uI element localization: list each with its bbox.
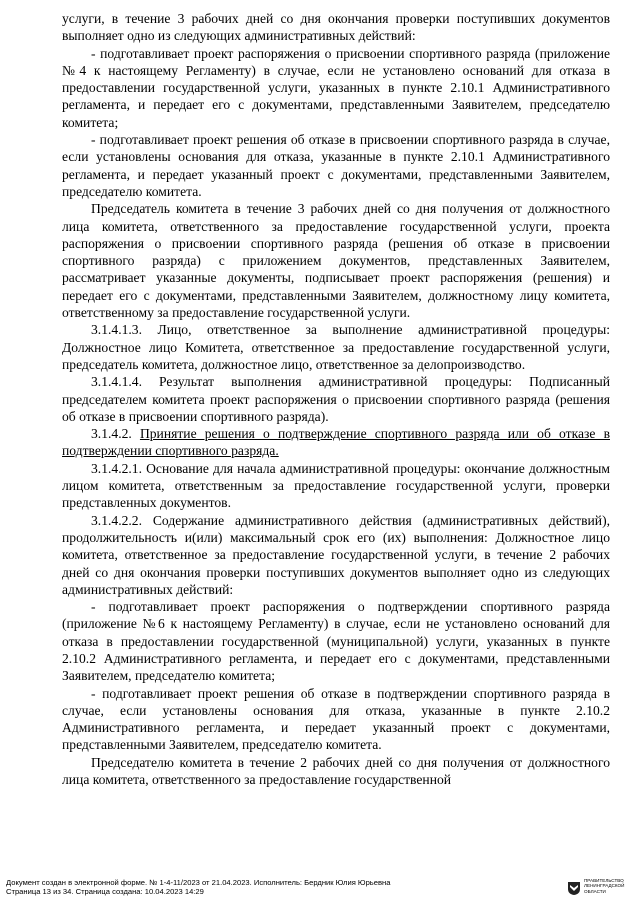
- paragraph: - подготавливает проект распоряжения о подтверждении спортивного разряда (приложение №6 к настоящему Регламенту) в случае, если не установлено оснований для отказа в предоставлении государственной (муниципальной) услуги, указанных в пункте 2.10.2 Административного регламента, и передает его с документами, представленными Заявителем, председателю комитета;: [62, 599, 610, 684]
- document-body: [62, 10, 610, 788]
- section-number: 3.1.4.2.: [91, 426, 140, 442]
- paragraph: услуги, в течение 3 рабочих дней со дня окончания проверки поступивших документов выполняет одно из следующих административных действий:: [62, 11, 610, 44]
- paragraph: - подготавливает проект решения об отказе в подтверждении спортивного разряда в случае, если установлены основания для отказа, указанные в пункте 2.10.2 Административного регламента, и передает указанный проект с документами, представленными Заявителем, председателю комитета.: [62, 685, 610, 753]
- coat-of-arms-icon: [566, 880, 582, 896]
- paragraph: - подготавливает проект решения об отказе в присвоении спортивного разряда в случае, если установлены основания для отказа, указанные в пункте 2.10.1 Административного регламента, и передает указанный проект с документами, представленными Заявителем, председателю комитета.: [62, 132, 610, 199]
- paragraph: 3.1.4.1.4. Результат выполнения административной процедуры: Подписанный председателем комитета проект распоряжения о присвоении спортивного разряда (решения об отказе в присвоении спортивного разряда).: [62, 374, 610, 424]
- footer-page-info: Страница 13 из 34. Страница создана: 10.04.2023 14:29: [6, 887, 204, 897]
- document-footer: [6, 878, 546, 896]
- logo-label: ПРАВИТЕЛЬСТВО ЛЕНИНГРАДСКОЙ ОБЛАСТИ: [584, 878, 625, 894]
- paragraph: 3.1.4.2.2. Содержание административного действия (административных действий), продолжительность и(или) максимальный срок его (их) выполнения: Должностное лицо комитета, ответственное за предоставление государственной услуги, в течение 2 рабочих дней со дня окончания проверки поступивших документов выполняет одно из следующих административных действий:: [62, 512, 610, 597]
- paragraph: - подготавливает проект распоряжения о присвоении спортивного разряда (приложение №4 к настоящему Регламенту) в случае, если не установлено оснований для отказа в предоставлении государственной услуги, указанных в пункте 2.10.1 Административного регламента, и передает его с документами, представленными Заявителем, председателю комитета;: [62, 45, 610, 130]
- footer-document-info: Документ создан в электронной форме. № 1-4-11/2023 от 21.04.2023. Исполнитель: Бердник Юлия Юрьевна: [6, 878, 391, 887]
- paragraph: 3.1.4.2.1. Основание для начала административной процедуры: окончание должностным лицом комитета, ответственным за предоставление государственной услуги, проверки представленных документов.: [62, 460, 610, 511]
- section-heading: [62, 425, 610, 460]
- paragraph: 3.1.4.1.3. Лицо, ответственное за выполнение административной процедуры: Должностное лицо Комитета, ответственное за предоставление государственной услуги, председатель комитета, должностное лицо, ответственное за делопроизводство.: [62, 322, 610, 372]
- government-logo: [566, 878, 636, 900]
- section-title: Принятие решения о подтверждение спортивного разряда или об отказе в подтверждении спортивного разряда.: [62, 426, 610, 459]
- paragraph: Председателю комитета в течение 2 рабочих дней со дня получения от должностного лица комитета, ответственного за предоставление государственной: [62, 754, 610, 788]
- paragraph: Председатель комитета в течение 3 рабочих дней со дня получения от должностного лица комитета, ответственного за предоставление государственной услуги, проекта распоряжения о присвоении спортивного разряда (решения об отказе в присвоении спортивного разряда) с приложением документов, представленных Заявителем, рассматривает указанные документы, подписывает проект распоряжения (решения) и передает его с документами, представленными Заявителем, должностному лицу комитета, ответственному за предоставление государственной услуги.: [62, 201, 610, 321]
